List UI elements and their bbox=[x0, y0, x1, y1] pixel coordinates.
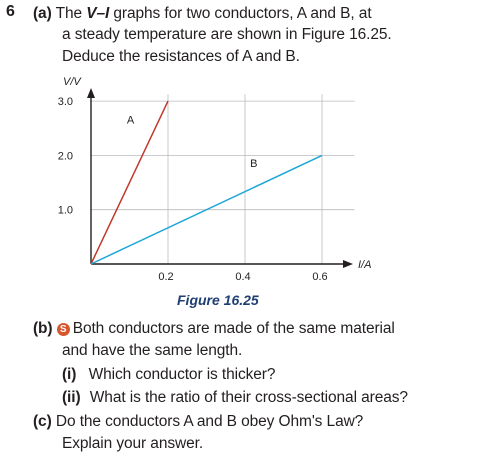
sub-ii-label: (ii) bbox=[62, 389, 81, 406]
series-label-a: A bbox=[126, 114, 135, 127]
part-a-label: (a) bbox=[33, 5, 52, 22]
part-b-sub-ii bbox=[62, 389, 408, 407]
x-axis-arrow-icon bbox=[343, 260, 353, 268]
vi-symbol: V–I bbox=[86, 5, 110, 22]
s-badge-icon: S bbox=[57, 323, 70, 336]
part-b-text-1: Both conductors are made of the same material bbox=[72, 320, 395, 337]
part-b-label: (b) bbox=[33, 320, 53, 337]
sub-ii-text: What is the ratio of their cross-sectional areas? bbox=[89, 389, 408, 406]
question-number: 6 bbox=[6, 3, 15, 20]
y-axis-label: V/V bbox=[63, 76, 81, 88]
figure-caption: Figure 16.25 bbox=[177, 292, 259, 308]
y-tick-label: 1.0 bbox=[57, 204, 73, 217]
x-tick-label: 0.6 bbox=[312, 271, 328, 283]
y-tick-label: 3.0 bbox=[57, 96, 73, 109]
part-b-sub-i bbox=[62, 366, 275, 384]
part-a-line-3: Deduce the resistances of A and B. bbox=[62, 48, 300, 65]
x-tick-label: 0.4 bbox=[235, 271, 251, 283]
part-a-line-2: a steady temperature are shown in Figure 16.25. bbox=[62, 26, 392, 43]
y-tick-label: 2.0 bbox=[57, 150, 73, 163]
part-c-text-1: Do the conductors A and B obey Ohm's Law? bbox=[55, 413, 364, 430]
y-axis-arrow-icon bbox=[87, 88, 95, 98]
part-a-text-1a: The bbox=[55, 5, 87, 22]
part-b-line-2: and have the same length. bbox=[62, 342, 243, 359]
part-a-text-1b: graphs for two conductors, A and B, at bbox=[109, 5, 372, 22]
series-label-b: B bbox=[250, 158, 258, 171]
part-c-line-1 bbox=[33, 413, 363, 431]
tick-labels bbox=[58, 96, 328, 283]
part-c-line-2: Explain your answer. bbox=[62, 435, 204, 452]
x-tick-label: 0.2 bbox=[158, 271, 174, 283]
sub-i-label: (i) bbox=[62, 366, 77, 383]
sub-i-text: Which conductor is thicker? bbox=[88, 366, 276, 383]
x-axis-label: I/A bbox=[358, 259, 372, 271]
part-b-line-1 bbox=[33, 320, 395, 338]
part-c-label: (c) bbox=[33, 413, 52, 430]
series-lines bbox=[91, 101, 322, 264]
